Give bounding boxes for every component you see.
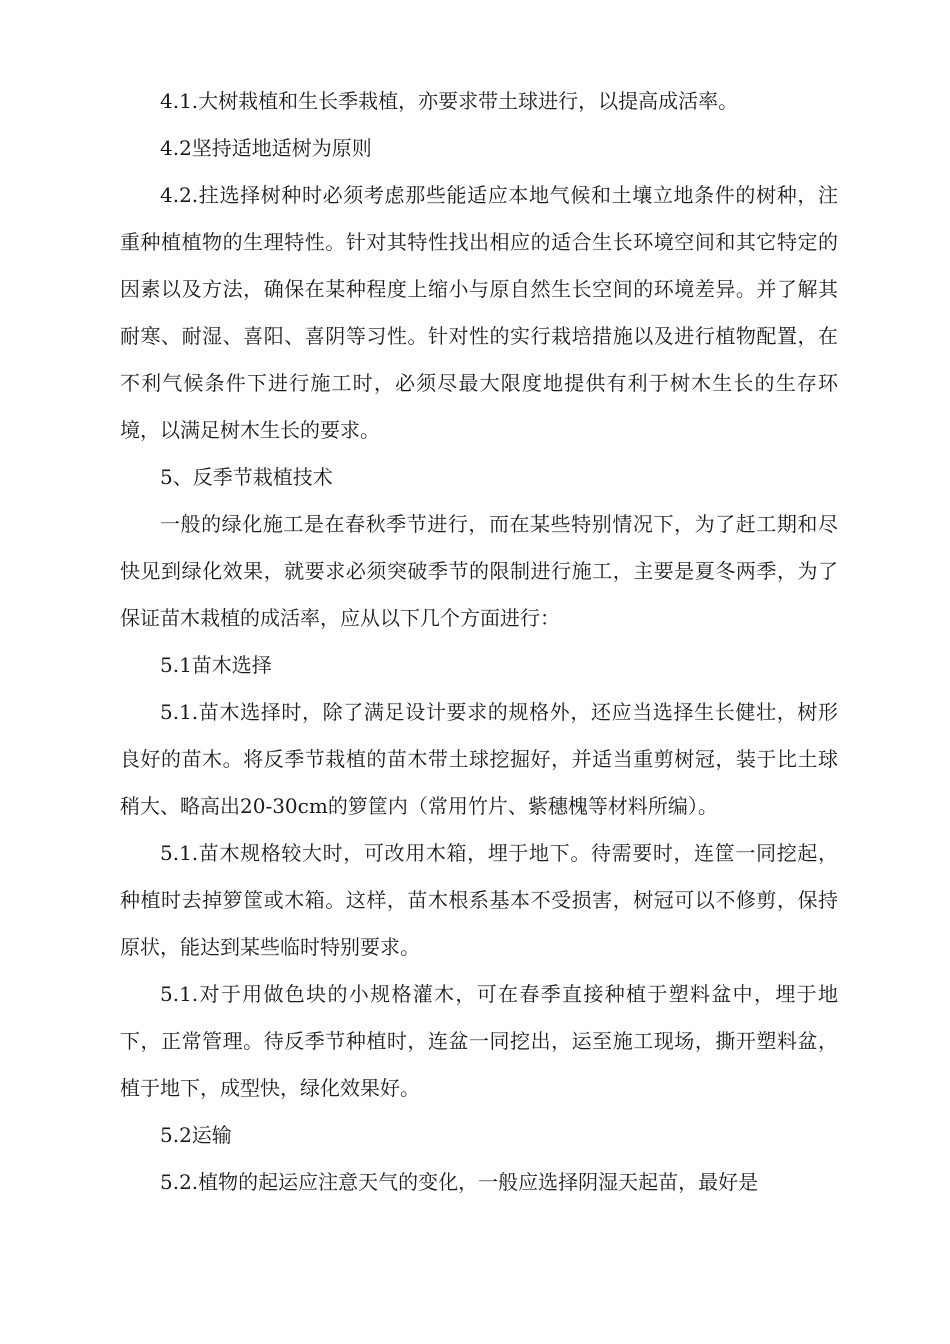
paragraph-5-intro: 一般的绿化施工是在春秋季节进行，而在某些特别情况下，为了赶工期和尽快见到绿化效果，就要求必须突破季节的限制进行施工，主要是夏冬两季，为了保证苗木栽植的成活率，应从以下几个方面进行： [120, 512, 838, 630]
paragraph-5-1-plastic-pots: 5.1.对于用做色块的小规格灌木，可在春季直接种植于塑料盆中，埋于地下，正常管理。待反季节种植时，连盆一同挖出，运至施工现场，撕开塑料盆，植于地下，成型快，绿化效果好。 [120, 982, 838, 1100]
heading-5-off-season-planting: 5、反季节栽植技术 [160, 465, 333, 489]
heading-5-2-transport: 5.2运输 [160, 1123, 232, 1147]
heading-5-1-seedling-selection: 5.1苗木选择 [160, 653, 272, 677]
document-body [120, 78, 838, 1206]
paragraph-5-1-wooden-box: 5.1.苗木规格较大时，可改用木箱，埋于地下。待需要时，连筐一同挖起，种植时去掉箩筐或木箱。这样，苗木根系基本不受损害，树冠可以不修剪，保持原状，能达到某些临时特别要求。 [120, 841, 838, 959]
paragraph-5-2-weather: 5.2.植物的起运应注意天气的变化，一般应选择阴湿天起苗，最好是 [160, 1170, 759, 1194]
paragraph-5-1-selection-criteria: 5.1.苗木选择时，除了满足设计要求的规格外，还应当选择生长健壮，树形良好的苗木。将反季节栽植的苗木带土球挖掘好，并适当重剪树冠，装于比土球稍大、略高出20-30cm的箩筐内（常用竹片、紫穗槐等材料所编）。 [120, 700, 838, 818]
paragraph-4-2-species-selection: 4.2.拄选择树种时必须考虑那些能适应本地气候和土壤立地条件的树种，注重种植植物的生理特性。针对其特性找出相应的适合生长环境空间和其它特定的因素以及方法，确保在某种程度上缩小与原自然生长空间的环境差异。并了解其耐寒、耐湿、喜阳、喜阴等习性。针对性的实行栽培措施以及进行植物配置，在不利气候条件下进行施工时，必须尽最大限度地提供有利于树木生长的生存环境，以满足树木生长的要求。 [120, 183, 838, 442]
heading-4-2-suitable-tree-principle: 4.2坚持适地适树为原则 [160, 136, 372, 160]
paragraph-4-1-large-tree-planting: 4.1.大树栽植和生长季栽植，亦要求带土球进行，以提高成活率。 [160, 89, 739, 113]
